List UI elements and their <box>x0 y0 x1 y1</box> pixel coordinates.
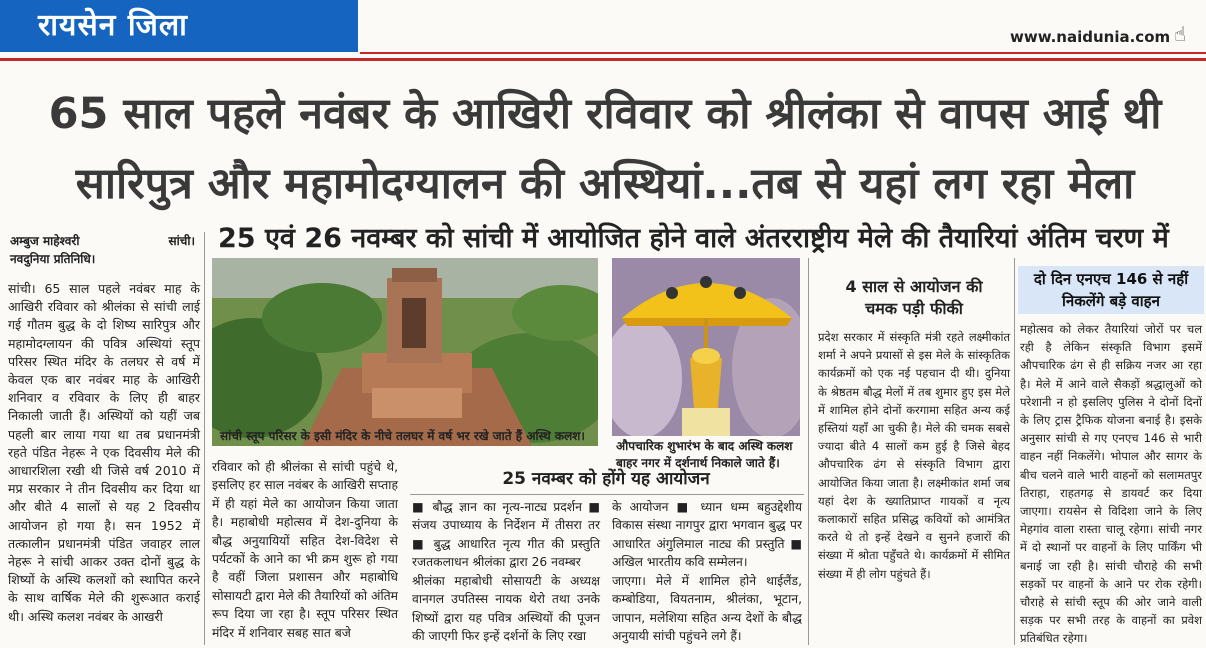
subheadline: 25 एवं 26 नवम्बर को सांची में आयोजित होने वाले अंतरराष्ट्रीय मेले की तैयारियां अंतिम चरण में <box>218 223 1169 254</box>
header-rule <box>360 52 1206 54</box>
section-label: रायसेन जिला <box>0 0 358 52</box>
box1-title <box>816 276 1012 320</box>
byline-name: अम्बुज माहेश्वरी <box>10 234 80 248</box>
byline-org: नवदुनिया प्रतिनिधि। <box>10 252 96 266</box>
program-right-text: के आयोजन ■ ध्यान धम्म बहुउद्देशीय विकास संस्था नागपुर द्वारा भगवान बुद्ध पर आधारित अंगुलिमाल नाट्य की प्रस्तुति ■ अखिल भारतीय कवि सम्मेलन। <box>612 500 802 570</box>
box1-text: प्रदेश सरकार में संस्कृति मंत्री रहते लक्ष्मीकांत शर्मा ने अपने प्रयासों से इस मेले के सांस्कृतिक कार्यक्रमों को एक नई पहचान दी थी। दुनिया के श्रेष्ठतम बौद्ध मेलों में तब शुमार हुए इस मेले में शामिल होने दोनों करगामा सहित अन्य कई हस्तियां यहाँ आ चुकी है। मेले की चमक सबसे ज्यादा बीते 4 सालों कम हुई है जिसे बेहद औपचारिक ढंग से संस्कृति विभाग द्वारा आयोजित किया जाता है। लक्ष्मीकांत शर्मा जब यहां देश के ख्यातिप्राप्त गायकों व नृत्य कलाकारों सहित प्रसिद्ध कवियों को आमंत्रित करते थे तो इन्हें देखने व सुनने हजारों की संख्या में श्रोता पहुँचते थे। कार्यक्रमों में सीमित संख्या में ही लोग पहुंचते हैं। <box>818 330 1010 581</box>
box2-title-line2: निकलेंगे बड़े वाहन <box>1062 292 1160 310</box>
headline-line1: 65 साल पहले नवंबर के आखिरी रविवार को श्रीलंका से वापस आई थी <box>48 89 1162 139</box>
photo1-caption: सांची स्तूप परिसर के इसी मंदिर के नीचे तलघर में वर्ष भर रखे जाते हैं अस्थि कलश। <box>220 429 585 443</box>
box2-title-line1: दो दिन एनएच 146 से नहीं <box>1033 270 1189 288</box>
program-below-right: जाएगा। मेले में शामिल होने थाईलैंड, कम्बोडिया, वियतनाम, श्रीलंका, भूटान, जापान, मलेशिया सहित अन्य देशों के बौद्ध अनुयायी सांची पहुंचने लगे हैं। <box>612 574 802 644</box>
box1-title-line2: चमक पड़ी फीकी <box>865 299 963 318</box>
column-2-text: रविवार को ही श्रीलंका से सांची पहुंचे थे, इसलिए हर साल नवंबर के आखिरी सप्ताह में ही यहां मेले का आयोजन किया जाता है। महाबोधी महोत्सव में देश-दुनिया के बौद्ध अनुयायियों सहित देश-विदेश से पर्यटकों के आने का भी क्रम शुरू हो गया है वहीं जिला प्रशासन और महाबोधि सोसायटी द्वारा मेले की तैयारियों को अंतिम रूप दिया जा रहा है। स्तूप परिसर स्थित मंदिर में शनिवार सबह सात बजे <box>212 460 398 640</box>
column-divider <box>204 232 205 645</box>
byline-place: सांची। <box>168 234 195 248</box>
program-title: 25 नवम्बर को होंगे यह आयोजन <box>502 469 710 489</box>
byline <box>10 232 195 268</box>
box2-text: महोत्सव को लेकर तैयारियां जोरों पर चल रही है लेकिन संस्कृति विभाग इसमें औपचारिक ढंग से ही सक्रिय नजर आ रहा है। मेले में आने वाले सैकड़ों श्रद्धालुओं को परेशानी न हो इसलिए पुलिस ने दोनों दिनों के लिए ट्रास ट्रैफिक योजना बनाई है। इसके अनुसार सांची से गए एनएच 146 से भारी वाहन नहीं निकलेंगे। भोपाल और सागर के बीच चलने वाले भारी वाहनों को सलामतपुर तिराहा, राहतगढ़ से डायवर्ट कर दिया जाएगा। रायसेन से विदिशा जाने के लिए मेहगांव वाला रास्ता चालू रहेगा। सांची नगर में दो स्थानों पर वाहनों के लिए पार्किंग भी बनाई जा रही है। सांची चौराहे की सभी सड़कों पर वाहनों के आने पर रोक रहेगी। चौराहे से सांची स्तूप की ओर जाने वाली सड़क पर सभी तरह के वाहनों का प्रवेश प्रतिबंधित रहेगा। <box>1020 322 1202 646</box>
stupa-temple-photo <box>212 258 598 446</box>
site-url[interactable]: www.naidunia.com <box>1010 28 1171 46</box>
headline-line2: सारिपुत्र और महामोदग्यालन की अस्थियां...तब से यहां लग रहा मेला <box>75 159 1135 209</box>
photo2-caption: औपचारिक शुभारंभ के बाद अस्थि कलश बाहर नगर में दर्शनार्थ निकाले जाते हैं। <box>616 439 793 470</box>
box1-title-line1: 4 साल से आयोजन की <box>845 277 983 296</box>
program-left-text: ■ बौद्ध ज्ञान का नृत्य-नाट्य प्रदर्शन ■ संजय उपाध्याय के निर्देशन में तीसरा तर ■ बुद्ध आधारित नृत्य गीत की प्रस्तुति रजतकलाधन श्रीलंका द्वारा 26 नवम्बर <box>412 500 600 570</box>
relic-casket-photo <box>612 258 800 436</box>
header-red-rule <box>0 58 1206 61</box>
hand-cursor-icon: ☝ <box>1174 22 1187 46</box>
column-1-text: सांची। 65 साल पहले नवंबर माह के आखिरी रविवार को श्रीलंका से सांची लाई गई गौतम बुद्ध के दो शिष्य सारिपुत्र और महामोदग्लायन की पवित्र अस्थियां स्तूप परिसर स्थित मंदिर के तलघर से वर्ष में केवल एक बार नवंबर माह के आखिरी शनिवार व रविवार के लिए ही बाहर निकाली जाती हैं। अस्थियों को यहीं जब पहली बार लाया गया था तब प्रधानमंत्री रहते पंडित नेहरू ने एक दिवसीय मेले की आधारशिला रखी थी जिसे वर्ष 2010 में मप्र सरकार ने तीन दिवसीय कर दिया था और बीते 4 सालों से यह 2 दिवसीय आयोजन हो गया है। सन 1952 में तत्कालीन प्रधानमंत्री पंडित जवाहर लाल नेहरू ने सांची आकर उक्त दोनों बुद्ध के शिष्यों के अस्थि कलशों को स्थापित करने के साथ वार्षिक मेले की शुरूआत कराई थी। अस्थि कलश नवंबर के आखरी <box>8 281 200 624</box>
program-rule <box>410 494 804 495</box>
program-below-left: श्रीलंका महाबोधी सोसायटी के अध्यक्ष वानगल उपतिस्स नायक थेरो तथा उनके शिष्यों द्वारा यह पवित्र अस्थियों की पूजन की जाएगी फिर इन्हें दर्शनों के लिए रखा <box>412 574 600 644</box>
box2-title <box>1018 266 1204 314</box>
column-divider <box>808 258 809 645</box>
column-divider <box>1014 258 1015 645</box>
